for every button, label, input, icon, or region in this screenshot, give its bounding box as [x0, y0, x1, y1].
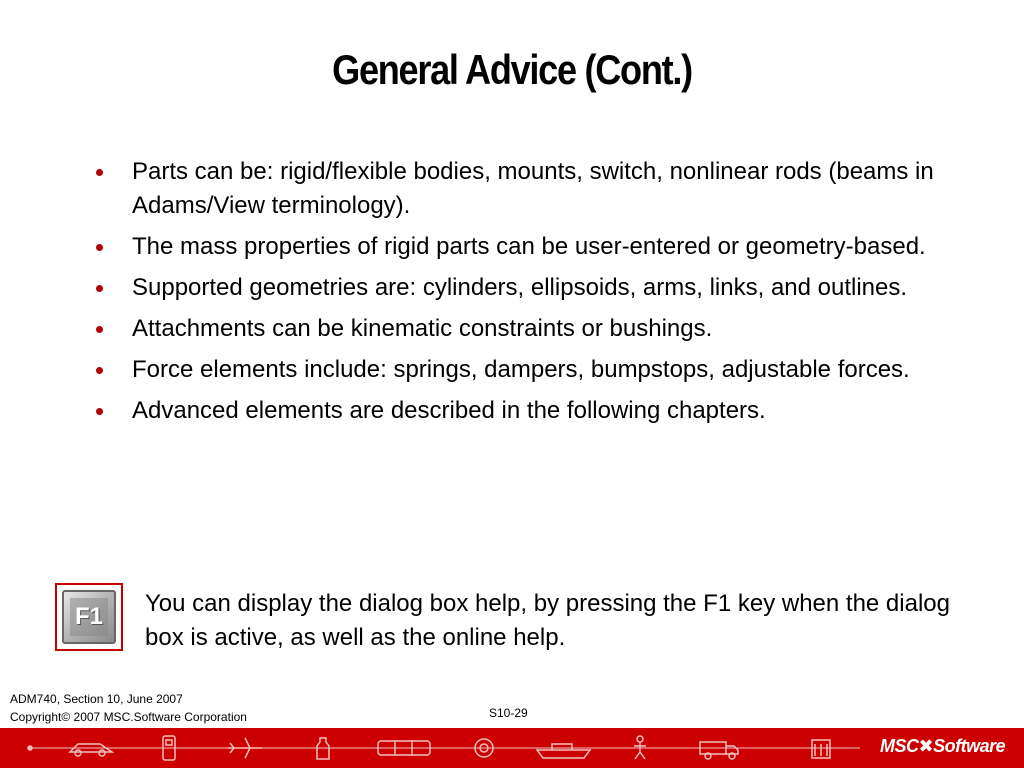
slide-title: General Advice (Cont.): [332, 46, 692, 93]
msc-software-logo: MSC✖Software: [880, 736, 1006, 756]
bullet-dot: [96, 169, 103, 176]
bullet-text: Parts can be: rigid/flexible bodies, mounts, switch, nonlinear rods (beams in Adams/View terminology).: [132, 158, 934, 219]
f1-key-icon: [55, 583, 123, 651]
bullet-text: Force elements include: springs, dampers, bumpstops, adjustable forces.: [132, 356, 910, 383]
building-icon: [812, 740, 830, 758]
f1-key-label: F1: [70, 598, 108, 636]
footer-info: [10, 690, 247, 726]
bullet-item: [93, 394, 978, 428]
footer-bar: [0, 728, 1024, 768]
bullet-item: [93, 353, 978, 387]
truck-icon: [700, 742, 738, 759]
bullet-text: The mass properties of rigid parts can be user-entered or geometry-based.: [132, 233, 926, 260]
slide-number: S10-29: [489, 706, 528, 720]
copyright-line: Copyright© 2007 MSC.Software Corporation: [10, 710, 247, 724]
bullet-dot: [96, 285, 103, 292]
bullet-text: Supported geometries are: cylinders, ellipsoids, arms, links, and outlines.: [132, 274, 908, 301]
bullet-text: Advanced elements are described in the following chapters.: [132, 397, 766, 424]
industry-icons-strip: [0, 728, 870, 768]
course-line: ADM740, Section 10, June 2007: [10, 692, 183, 706]
bullet-dot: [96, 408, 103, 415]
car-icon: [70, 744, 112, 756]
bullet-dot: [96, 367, 103, 374]
bullet-dot: [96, 244, 103, 251]
bullet-item: [93, 271, 978, 305]
bullet-text: Attachments can be kinematic constraints or bushings.: [132, 315, 713, 342]
bullet-list: [93, 155, 978, 435]
bullet-dot: [96, 326, 103, 333]
airplane-icon: [228, 738, 262, 758]
bullet-item: [93, 230, 978, 264]
ship-icon: [537, 744, 590, 758]
bullet-item: [93, 312, 978, 346]
help-text: You can display the dialog box help, by pressing the F1 key when the dialog box is active, as well as the online help.: [145, 590, 950, 651]
bullet-item: [93, 155, 978, 223]
key-cap: [62, 590, 116, 644]
